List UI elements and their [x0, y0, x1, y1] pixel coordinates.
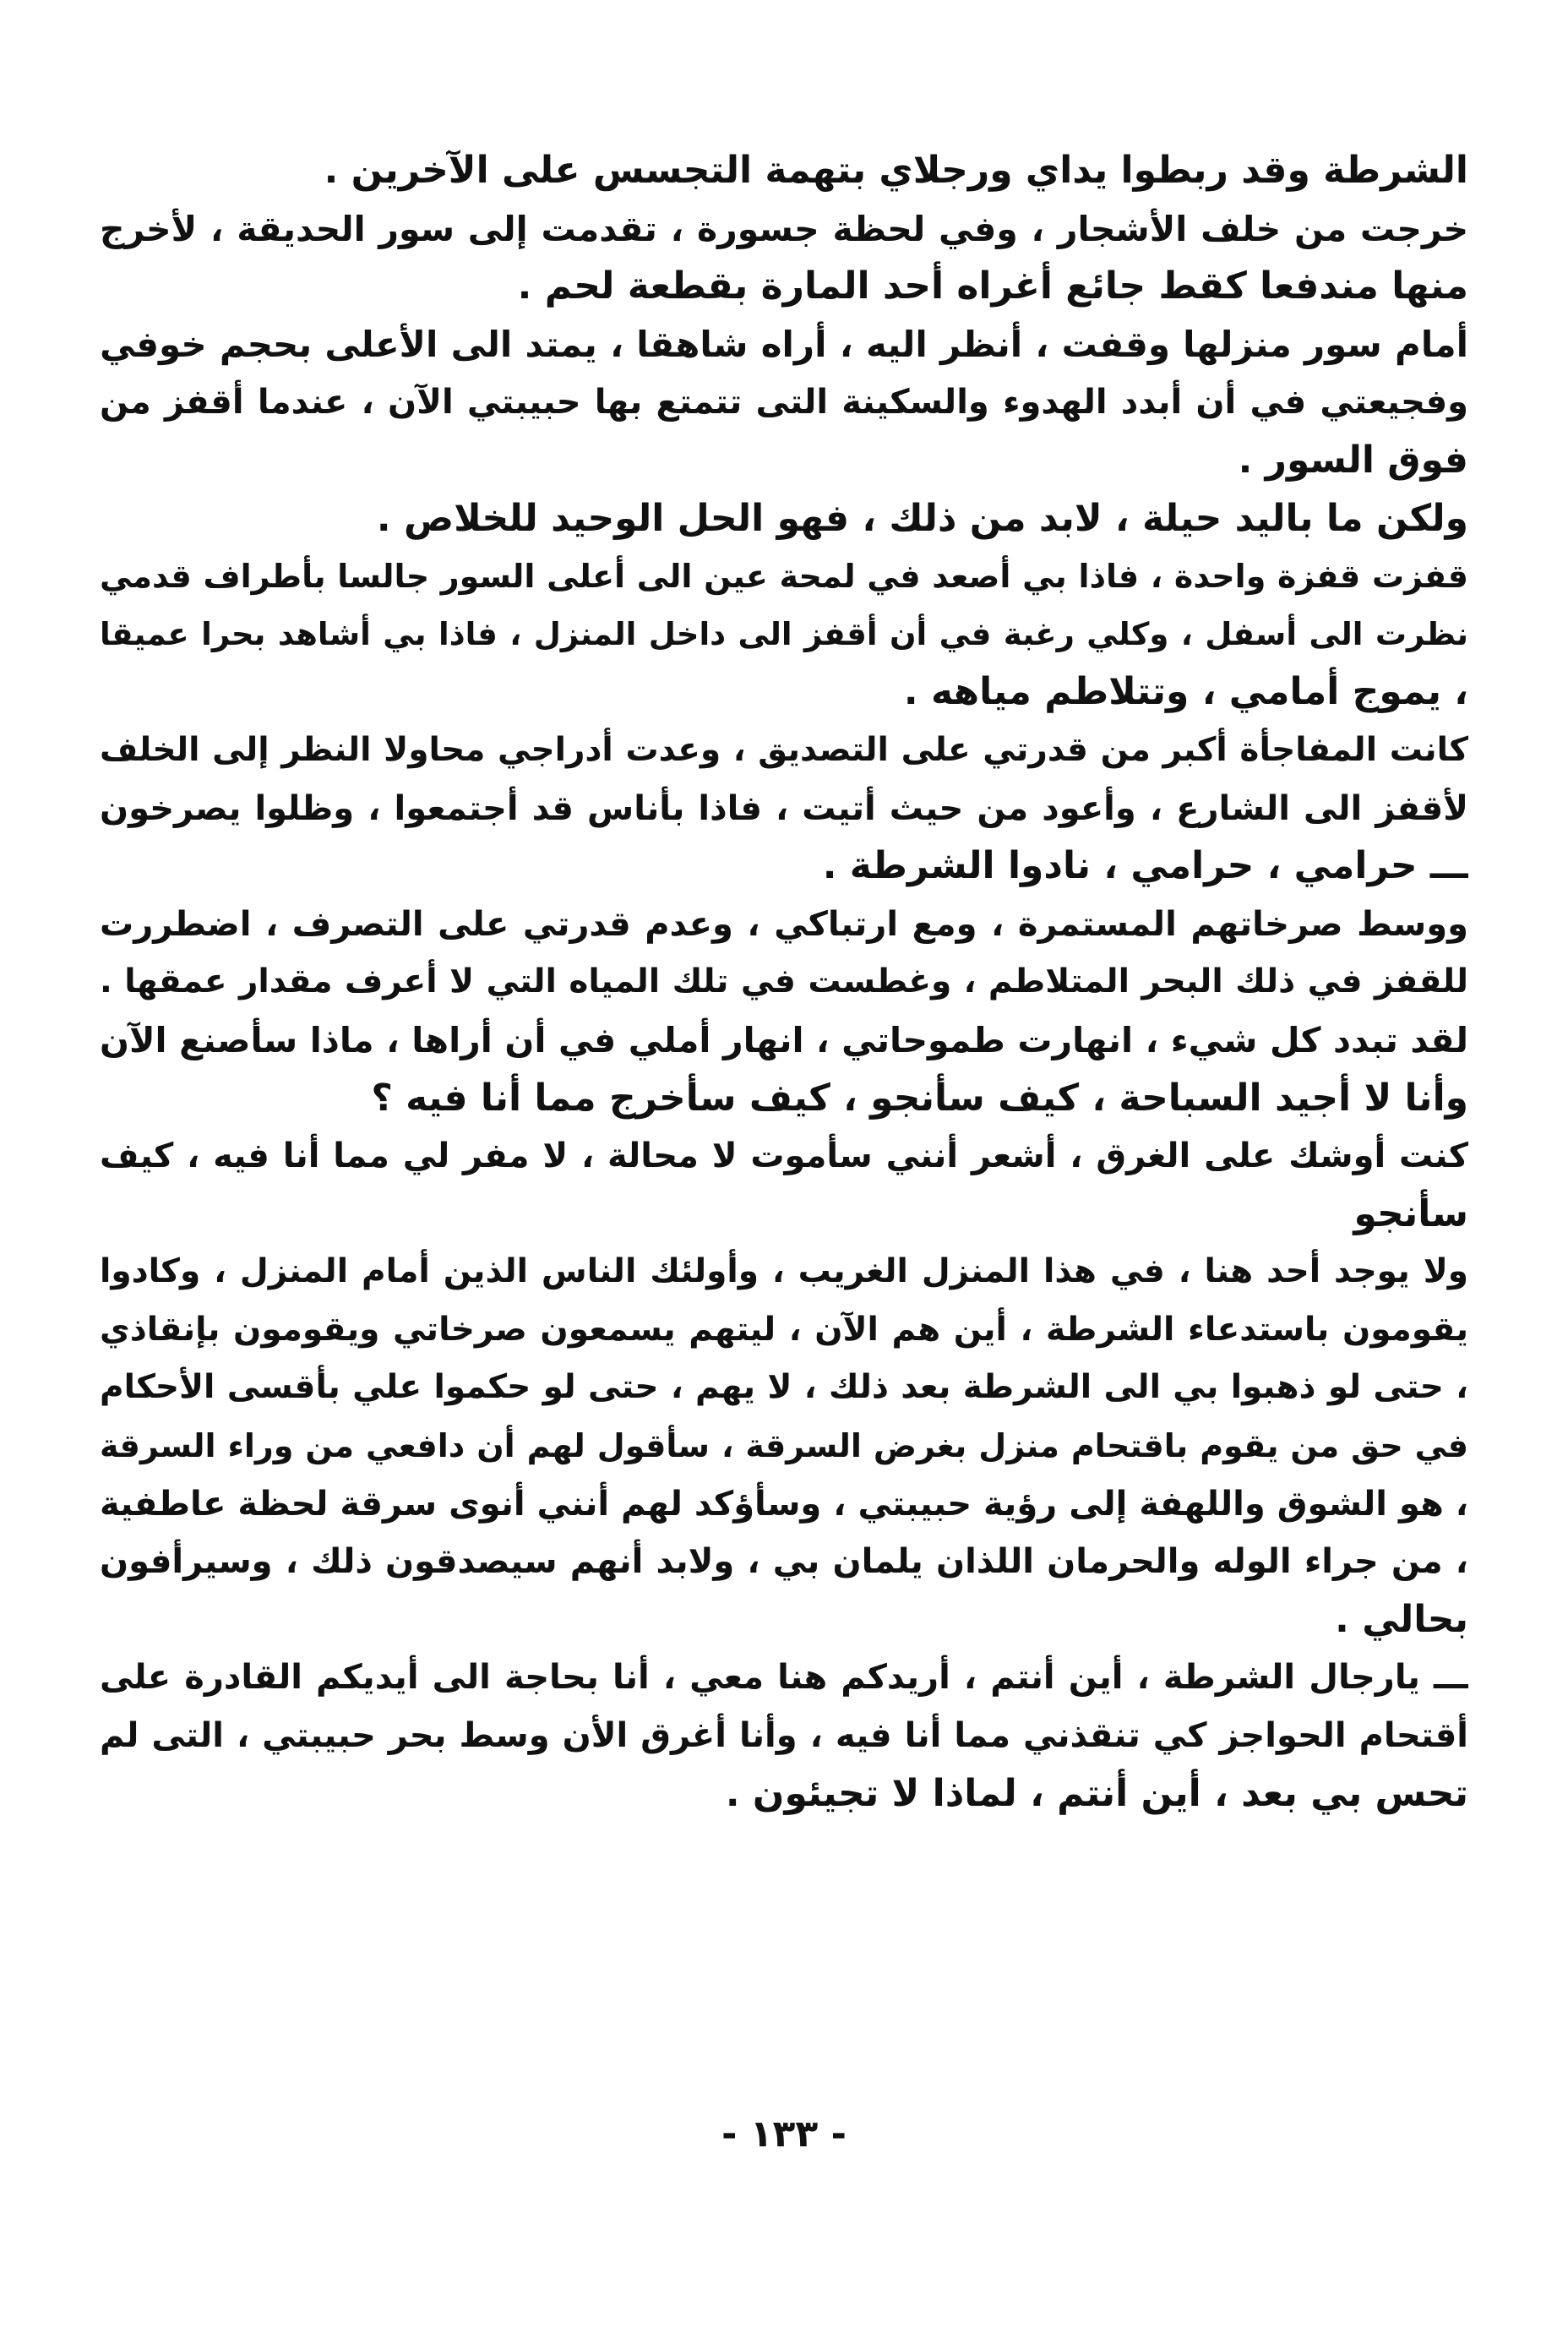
text-line: فوق السور .	[1238, 438, 1468, 482]
page-number: - ١٣٣ -	[721, 2113, 847, 2156]
text-line: ـــ يارجال الشرطة ، أين أنتم ، أريدكم هنا معي ، أنا بحاجة الى أيديكم القادرة على	[100, 1658, 1468, 1698]
text-line: كانت المفاجأة أكبر من قدرتي على التصديق ، وعدت أدراجي محاولا النظر إلى الخلف	[100, 730, 1468, 769]
text-line: ووسط صرخاتهم المستمرة ، ومع ارتباكي ، وعدم قدرتي على التصرف ، اضطررت	[100, 904, 1468, 944]
text-line: بحالي .	[1335, 1597, 1468, 1641]
text-line: سأنجو	[1353, 1191, 1468, 1235]
text-line: لقد تبدد كل شيء ، انهارت طموحاتي ، انهار أملي في أن أراها ، ماذا سأصنع الآن	[100, 1019, 1468, 1060]
text-line: أقتحام الحواجز كي تنقذني مما أنا فيه ، وأنا أغرق الأن وسط بحر حبيبتي ، التى لم	[100, 1716, 1468, 1756]
text-line: للقفز في ذلك البحر المتلاطم ، وغطست في تلك المياه التي لا أعرف مقدار عمقها .	[100, 962, 1468, 1001]
text-line: ولا يوجد أحد هنا ، في هذا المنزل الغريب ، وأولئك الناس الذين أمام المنزل ، وكادوا	[100, 1252, 1468, 1291]
text-line: في حق من يقوم باقتحام منزل بغرض السرقة ، سأقول لهم أن دافعي من وراء السرقة	[100, 1427, 1468, 1465]
text-line: قفزت قفزة واحدة ، فاذا بي أصعد في لمحة عين الى أعلى السور جالسا بأطراف قدمي	[100, 558, 1468, 596]
text-line: وفجيعتي في أن أبدد الهدوء والسكينة التى تتمتع بها حبيبتي الآن ، عندما أقفز من	[100, 383, 1468, 423]
text-line: ـــ حرامي ، حرامي ، نادوا الشرطة .	[822, 844, 1468, 888]
text-line: منها مندفعا كقط جائع أغراه أحد المارة بقطعة لحم .	[517, 264, 1468, 308]
text-line: خرجت من خلف الأشجار ، وفي لحظة جسورة ، تقدمت إلى سور الحديقة ، لأخرج	[100, 208, 1468, 249]
text-line: أمام سور منزلها وقفت ، أنظر اليه ، أراه شاهقا ، يمتد الى الأعلى بحجم خوفي	[100, 323, 1468, 365]
text-line: يقومون باستدعاء الشرطة ، أين هم الآن ، ليتهم يسمعون صرخاتي ويقومون بإنقاذي	[100, 1310, 1468, 1349]
body-text	[100, 142, 1468, 1823]
text-line: تحس بي بعد ، أين أنتم ، لماذا لا تجيئون .	[725, 1771, 1468, 1815]
text-line: ، من جراء الوله والحرمان اللذان يلمان بي ، ولابد أنهم سيصدقون ذلك ، وسيرأفون	[100, 1542, 1468, 1582]
text-line: ، هو الشوق واللهفة إلى رؤية حبيبتي ، وسأؤكد لهم أنني أنوى سرقة لحظة عاطفية	[100, 1484, 1468, 1524]
text-line: نظرت الى أسفل ، وكلي رغبة في أن أقفز الى داخل المنزل ، فاذا بي أشاهد بحرا عميقا	[100, 615, 1468, 652]
text-line: كنت أوشك على الغرق ، أشعر أنني سأموت لا محالة ، لا مفر لي مما أنا فيه ، كيف	[100, 1137, 1468, 1176]
text-line: ولكن ما باليد حيلة ، لابد من ذلك ، فهو الحل الوحيد للخلاص .	[376, 496, 1468, 540]
text-line: لأقفز الى الشارع ، وأعود من حيث أتيت ، فاذا بأناس قد أجتمعوا ، وظلوا يصرخون	[100, 788, 1468, 828]
text-line: الشرطة وقد ربطوا يداي ورجلاي بتهمة التجسس على الآخرين .	[324, 149, 1468, 192]
text-line: ، حتى لو ذهبوا بي الى الشرطة بعد ذلك ، لا يهم ، حتى لو حكموا علي بأقسى الأحكام	[100, 1368, 1468, 1407]
text-line: وأنا لا أجيد السباحة ، كيف سأنجو ، كيف سأخرج مما أنا فيه ؟	[371, 1076, 1468, 1120]
text-line: ، يموج أمامي ، وتتلاطم مياهه .	[903, 670, 1468, 714]
